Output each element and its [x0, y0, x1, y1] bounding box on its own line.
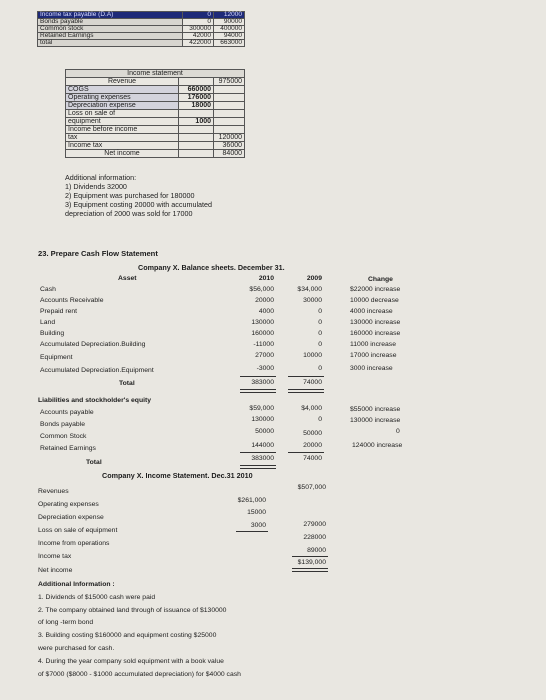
asset-label: Accumulated Depreciation.Equipment [40, 367, 154, 374]
income-value: $507,000 [297, 484, 326, 491]
asset-2009: 0 [318, 308, 322, 315]
row-label: equipment [66, 118, 179, 126]
col-2010-header: 2010 [258, 275, 274, 282]
liability-label: Retained Earnings [40, 445, 96, 452]
asset-2010: 20000 [255, 297, 274, 304]
problem-title: 23. Prepare Cash Flow Statement [38, 249, 158, 258]
total-rule [240, 465, 276, 469]
row-label: COGS [66, 86, 179, 94]
income-label: Depreciation expense [38, 514, 104, 521]
liabilities-total-label: Total [86, 459, 102, 466]
asset-2009: 0 [318, 365, 322, 372]
income-value: 279000 [303, 521, 326, 528]
asset-2009: 0 [318, 330, 322, 337]
row-label: Income tax [66, 142, 179, 150]
row-label: Income before income [66, 126, 179, 134]
row-value: 94000 [214, 33, 245, 40]
asset-2010: 4000 [258, 308, 274, 315]
row-value: 422000 [183, 40, 214, 47]
row-value: 18000 [179, 102, 214, 110]
row-value: 90000 [214, 19, 245, 26]
liabilities-total-2010: 383000 [251, 455, 274, 462]
liability-change: $55000 increase [350, 406, 401, 413]
subtotal-rule [288, 452, 324, 453]
asset-2009: $34,000 [297, 286, 322, 293]
col-change-header: Change [368, 276, 393, 283]
asset-change: 130000 increase [350, 319, 401, 326]
row-value: 1000 [179, 118, 214, 126]
row-label: Income tax payable (D.A) [38, 12, 183, 19]
income-value: 89000 [307, 547, 326, 554]
row-value: 663000 [214, 40, 245, 47]
income-value: $139,000 [297, 559, 326, 566]
row-label: Bonds payable [38, 19, 183, 26]
asset-label: Accounts Receivable [40, 297, 104, 304]
income-label: Income tax [38, 553, 72, 560]
liability-2009: $4,000 [301, 405, 322, 412]
subtotal-rule [236, 531, 268, 532]
row-label: Common stock [38, 26, 183, 33]
row-value: 120000 [214, 134, 245, 142]
row-value: 176000 [179, 94, 214, 102]
row-value: 400000 [214, 26, 245, 33]
row-label: Loss on sale of [66, 110, 179, 118]
liability-change: 124000 increase [352, 442, 403, 449]
income-value: 228000 [303, 534, 326, 541]
income-sub-value: $261,000 [237, 497, 266, 504]
additional-info-line: 4. During the year company sold equipment with a book value [38, 658, 224, 665]
col-2009-header: 2009 [306, 275, 322, 282]
income-label: Income from operations [38, 540, 110, 547]
additional-line: 3) Equipment costing 20000 with accumulated [65, 200, 213, 209]
additional-info-line: 3. Building costing $160000 and equipment costing $25000 [38, 632, 217, 639]
income-label: Net income [38, 567, 73, 574]
liability-change: 130000 increase [350, 417, 401, 424]
subtotal-rule [240, 376, 276, 377]
asset-2009: 0 [318, 319, 322, 326]
asset-label: Equipment [40, 354, 73, 361]
row-value: 36000 [214, 142, 245, 150]
asset-label: Cash [40, 286, 56, 293]
subtotal-rule [292, 556, 328, 557]
income-label: Operating expenses [38, 501, 99, 508]
asset-change: 160000 increase [350, 330, 401, 337]
asset-2009: 30000 [303, 297, 322, 304]
additional-info-line: were purchased for cash. [38, 645, 115, 652]
additional-info-line: of long -term bond [38, 619, 94, 626]
income-statement-2010-title: Company X. Income Statement. Dec.31 2010 [102, 471, 253, 480]
row-value: 84000 [214, 150, 245, 158]
row-label: Depreciation expense [66, 102, 179, 110]
asset-label: Prepaid rent [40, 308, 78, 315]
row-value: 300000 [183, 26, 214, 33]
asset-change: 10000 decrease [350, 297, 399, 304]
asset-label: Land [40, 319, 56, 326]
asset-change: 3000 increase [350, 365, 393, 372]
row-value: 0 [183, 12, 214, 19]
liabilities-heading: Liabilities and stockholder's equity [38, 397, 152, 404]
balance-sheet-title: Company X. Balance sheets. December 31. [138, 263, 285, 272]
asset-2010: 27000 [255, 352, 274, 359]
total-rule [292, 568, 328, 572]
row-label: Operating expenses [66, 94, 179, 102]
income-statement-title: Income statement [66, 70, 245, 78]
assets-total-2010: 383000 [251, 379, 274, 386]
additional-info-line: 2. The company obtained land through of issuance of $130000 [38, 607, 227, 614]
assets-total-2009: 74000 [303, 379, 322, 386]
additional-info-line: 1. Dividends of $15000 cash were paid [38, 594, 156, 601]
asset-2010: $56,000 [249, 286, 274, 293]
additional-line: 1) Dividends 32000 [65, 182, 127, 191]
assets-total-label: Total [119, 380, 135, 387]
additional-line: 2) Equipment was purchased for 180000 [65, 191, 195, 200]
liability-change: 0 [396, 428, 400, 435]
asset-2009: 10000 [303, 352, 322, 359]
asset-2010: 160000 [251, 330, 274, 337]
additional-line: depreciation of 2000 was sold for 17000 [65, 209, 193, 218]
row-value: 12000 [214, 12, 245, 19]
total-rule [240, 389, 276, 393]
income-label: Revenues [38, 488, 69, 495]
subtotal-rule [288, 376, 324, 377]
asset-header: Asset [118, 275, 137, 282]
asset-label: Building [40, 330, 65, 337]
income-label: Loss on sale of equipment [38, 527, 118, 534]
liability-2010: 144000 [251, 442, 274, 449]
additional-heading: Additional information: [65, 173, 137, 182]
asset-change: 17000 increase [350, 352, 397, 359]
asset-change: 11000 increase [350, 341, 396, 348]
row-value: 42000 [183, 33, 214, 40]
asset-2010: -11000 [253, 341, 274, 348]
asset-label: Accumulated Depreciation.Building [40, 341, 146, 348]
liability-2009: 50000 [303, 430, 322, 437]
liability-2010: 50000 [255, 428, 274, 435]
liability-label: Accounts payable [40, 409, 94, 416]
row-label: tax [66, 134, 179, 142]
additional-info-heading: Additional Information : [38, 581, 115, 588]
row-label: total [38, 40, 183, 47]
asset-change: 4000 increase [350, 308, 393, 315]
liability-2010: 130000 [251, 416, 274, 423]
liability-2009: 20000 [303, 442, 322, 449]
total-rule [288, 389, 324, 393]
asset-2009: 0 [318, 341, 322, 348]
row-value: 0 [183, 19, 214, 26]
income-sub-value: 15000 [247, 509, 266, 516]
asset-2010: -3000 [256, 365, 274, 372]
liability-label: Common Stock [40, 433, 87, 440]
income-sub-value: 3000 [250, 522, 266, 529]
row-value: 660000 [179, 86, 214, 94]
row-value: 975000 [214, 78, 245, 86]
liability-2009: 0 [318, 416, 322, 423]
row-label: Revenue [66, 78, 179, 86]
liability-2010: $59,000 [249, 405, 274, 412]
asset-change: $22000 increase [350, 286, 401, 293]
liabilities-total-2009: 74000 [303, 455, 322, 462]
additional-info-line: of $7000 ($8000 - $1000 accumulated depreciation) for $4000 cash [38, 671, 241, 678]
asset-2010: 130000 [251, 319, 274, 326]
row-label: Net income [66, 150, 179, 158]
row-label: Retained Earnings [38, 33, 183, 40]
subtotal-rule [240, 452, 276, 453]
liability-label: Bonds payable [40, 421, 85, 428]
